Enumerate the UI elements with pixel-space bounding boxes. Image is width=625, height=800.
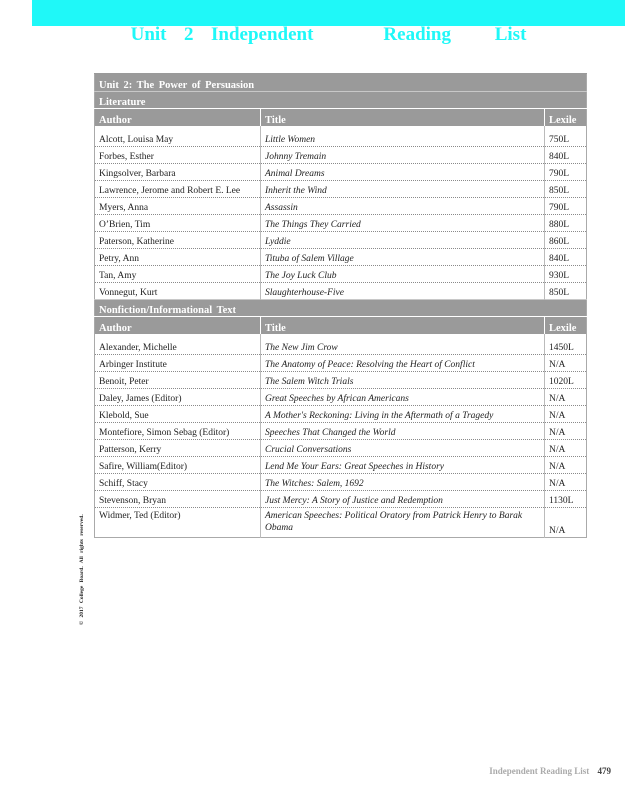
- table-row: [95, 283, 587, 300]
- lexile-cell: 930L: [545, 266, 587, 283]
- title-cell: Lend Me Your Ears: Great Speeches in History: [261, 457, 545, 474]
- table-row: [95, 164, 587, 181]
- author-cell: Klebold, Sue: [95, 406, 261, 423]
- title-cell: Speeches That Changed the World: [261, 423, 545, 440]
- title-cell: Great Speeches by African Americans: [261, 389, 545, 406]
- title-cell: Just Mercy: A Story of Justice and Redemption: [261, 491, 545, 508]
- lexile-cell: 790L: [545, 198, 587, 215]
- table-row: [95, 215, 587, 232]
- unit-heading: Unit 2: The Power of Persuasion: [95, 74, 587, 92]
- table-row: [95, 372, 587, 389]
- title-cell: Tituba of Salem Village: [261, 249, 545, 266]
- column-header-title: Title: [261, 317, 545, 335]
- table-row: [95, 440, 587, 457]
- table-row: [95, 198, 587, 215]
- lexile-cell: 850L: [545, 181, 587, 198]
- table-row: [95, 457, 587, 474]
- page-title: Unit 2 Independent Reading List: [130, 24, 527, 45]
- title-cell: A Mother's Reckoning: Living in the Aftermath of a Tragedy: [261, 406, 545, 423]
- author-cell: Petry, Ann: [95, 249, 261, 266]
- author-cell: Safire, William(Editor): [95, 457, 261, 474]
- table-row: [95, 249, 587, 266]
- lexile-cell: N/A: [545, 423, 587, 440]
- lexile-cell: 790L: [545, 164, 587, 181]
- table-row: [95, 147, 587, 164]
- lexile-cell: N/A: [545, 508, 587, 538]
- author-cell: Patterson, Kerry: [95, 440, 261, 457]
- title-cell: The Salem Witch Trials: [261, 372, 545, 389]
- table-row: [95, 389, 587, 406]
- section-heading-nonfiction: Nonfiction/Informational Text: [95, 300, 587, 317]
- lexile-cell: N/A: [545, 440, 587, 457]
- top-color-band: [32, 0, 625, 26]
- lexile-cell: 860L: [545, 232, 587, 249]
- author-cell: Lawrence, Jerome and Robert E. Lee: [95, 181, 261, 198]
- title-cell: Assassin: [261, 198, 545, 215]
- section-heading-literature: Literature: [95, 92, 587, 109]
- author-cell: Alexander, Michelle: [95, 338, 261, 355]
- title-cell: American Speeches: Political Oratory from Patrick Henry to Barak Obama: [261, 508, 545, 538]
- author-cell: Schiff, Stacy: [95, 474, 261, 491]
- lexile-cell: N/A: [545, 457, 587, 474]
- author-cell: Montefiore, Simon Sebag (Editor): [95, 423, 261, 440]
- lexile-cell: N/A: [545, 389, 587, 406]
- table-row: [95, 355, 587, 372]
- title-cell: Little Women: [261, 130, 545, 147]
- table-row: [95, 130, 587, 147]
- unit-heading-row: [95, 74, 587, 92]
- page-number: 479: [597, 766, 611, 776]
- column-header-author: Author: [95, 317, 261, 335]
- title-cell: Lyddie: [261, 232, 545, 249]
- author-cell: Alcott, Louisa May: [95, 130, 261, 147]
- title-cell: The New Jim Crow: [261, 338, 545, 355]
- title-cell: Slaughterhouse-Five: [261, 283, 545, 300]
- author-cell: O’Brien, Tim: [95, 215, 261, 232]
- reading-list-table: [94, 73, 587, 538]
- lexile-cell: N/A: [545, 406, 587, 423]
- lexile-cell: 840L: [545, 249, 587, 266]
- column-header-author: Author: [95, 109, 261, 127]
- lexile-cell: N/A: [545, 474, 587, 491]
- column-header-lexile: Lexile: [545, 109, 587, 127]
- title-cell: The Witches: Salem, 1692: [261, 474, 545, 491]
- table-row: [95, 181, 587, 198]
- author-cell: Stevenson, Bryan: [95, 491, 261, 508]
- footer-label: Independent Reading List: [489, 766, 590, 776]
- author-cell: Tan, Amy: [95, 266, 261, 283]
- author-cell: Forbes, Esther: [95, 147, 261, 164]
- section-heading-row: [95, 300, 587, 317]
- lexile-cell: 1130L: [545, 491, 587, 508]
- author-cell: Myers, Anna: [95, 198, 261, 215]
- author-cell: Daley, James (Editor): [95, 389, 261, 406]
- title-cell: Inherit the Wind: [261, 181, 545, 198]
- author-cell: Vonnegut, Kurt: [95, 283, 261, 300]
- author-cell: Arbinger Institute: [95, 355, 261, 372]
- title-cell: Johnny Tremain: [261, 147, 545, 164]
- lexile-cell: N/A: [545, 355, 587, 372]
- lexile-cell: 750L: [545, 130, 587, 147]
- page-footer: [489, 766, 611, 776]
- table-row: [95, 491, 587, 508]
- table-row: [95, 423, 587, 440]
- table-row: [95, 474, 587, 491]
- table-row: [95, 338, 587, 355]
- lexile-cell: 880L: [545, 215, 587, 232]
- title-cell: Animal Dreams: [261, 164, 545, 181]
- lexile-cell: 840L: [545, 147, 587, 164]
- lexile-cell: 1450L: [545, 338, 587, 355]
- table-row: [95, 266, 587, 283]
- author-cell: Kingsolver, Barbara: [95, 164, 261, 181]
- lexile-cell: 1020L: [545, 372, 587, 389]
- column-header-row: [95, 109, 587, 127]
- title-cell: The Anatomy of Peace: Resolving the Heart of Conflict: [261, 355, 545, 372]
- author-cell: Widmer, Ted (Editor): [95, 508, 261, 538]
- column-header-title: Title: [261, 109, 545, 127]
- title-cell: The Joy Luck Club: [261, 266, 545, 283]
- section-heading-row: [95, 92, 587, 109]
- author-cell: Benoit, Peter: [95, 372, 261, 389]
- copyright-notice: © 2017 College Board. All rights reserved.: [79, 514, 85, 625]
- title-cell: Crucial Conversations: [261, 440, 545, 457]
- lexile-cell: 850L: [545, 283, 587, 300]
- column-header-lexile: Lexile: [545, 317, 587, 335]
- table-row: [95, 406, 587, 423]
- author-cell: Paterson, Katherine: [95, 232, 261, 249]
- column-header-row: [95, 317, 587, 335]
- title-cell: The Things They Carried: [261, 215, 545, 232]
- table-row: [95, 232, 587, 249]
- table-row: [95, 508, 587, 538]
